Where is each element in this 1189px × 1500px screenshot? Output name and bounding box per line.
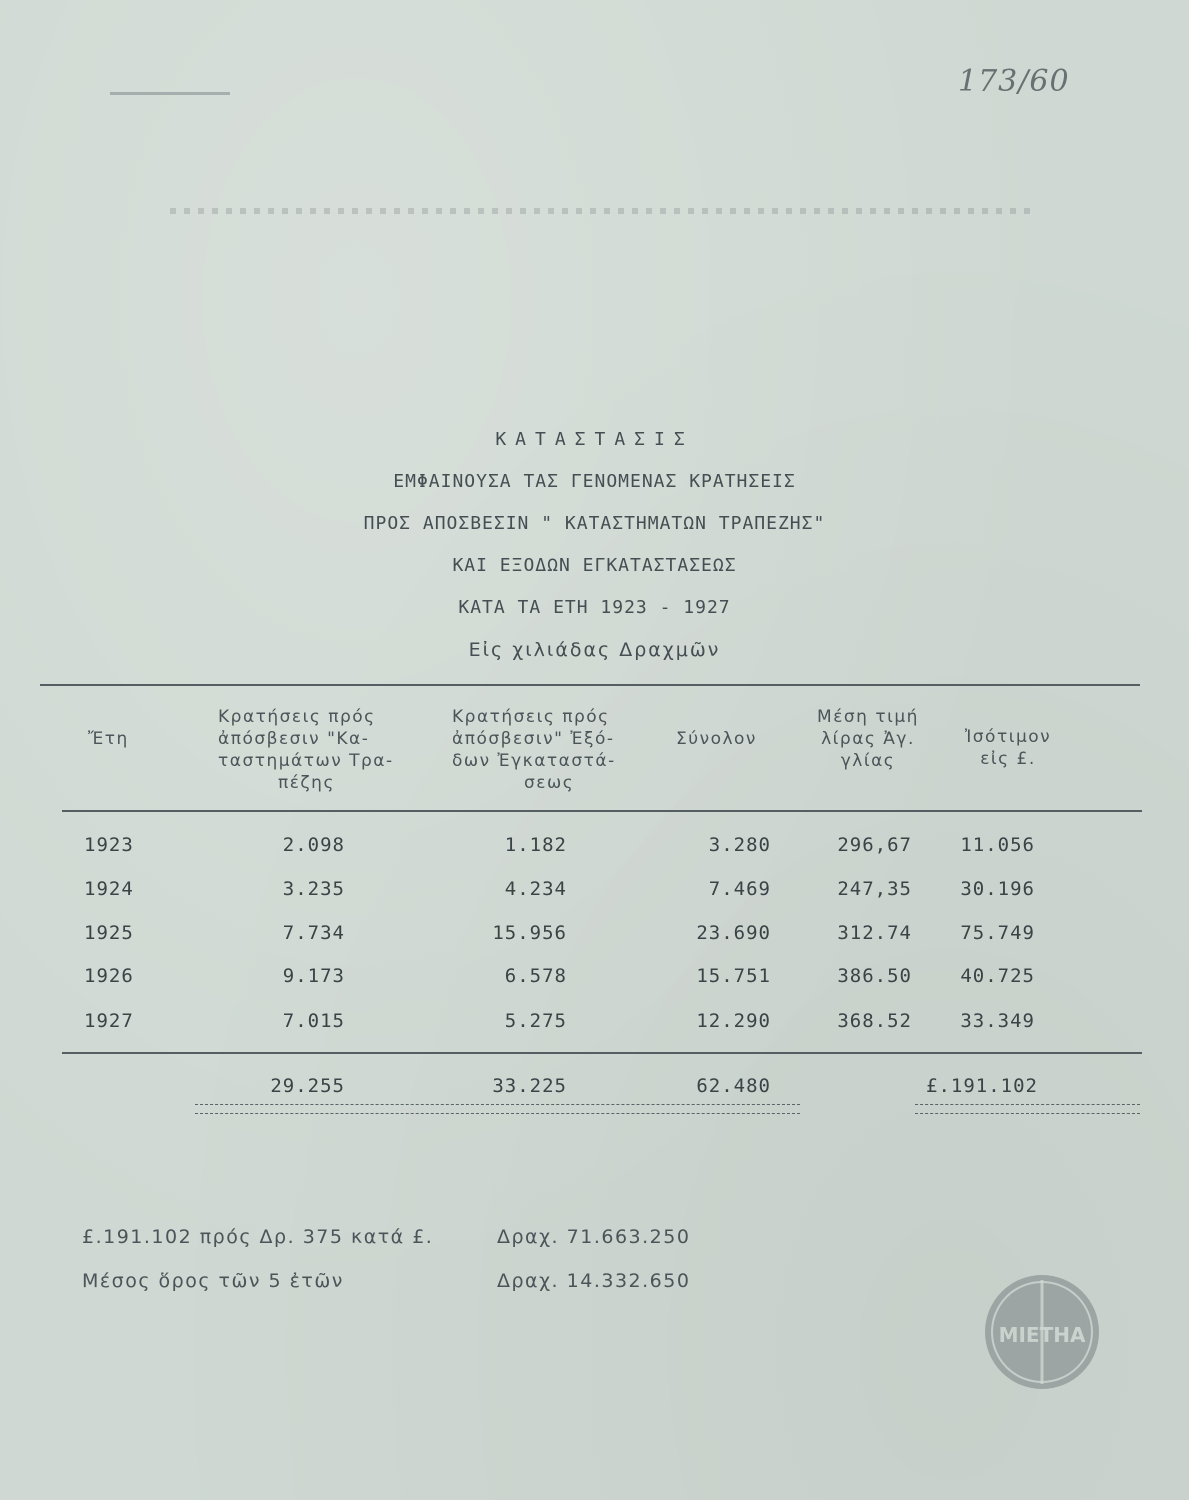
conversion-value: Δραχ. 71.663.250 xyxy=(497,1226,691,1248)
cell-year: 1926 xyxy=(84,965,134,987)
cell-rate: 368.52 xyxy=(837,1010,912,1032)
header-line: δων Ἐγκαταστά- xyxy=(452,751,616,771)
cell-equiv: 75.749 xyxy=(960,922,1035,944)
cell-install: 1.182 xyxy=(504,834,567,856)
cell-shops: 7.734 xyxy=(282,922,345,944)
header-year: Ἔτη xyxy=(88,729,129,749)
header-line: ἀπόσβεσιν" Ἐξό- xyxy=(452,729,615,749)
cell-shops: 2.098 xyxy=(282,834,345,856)
average-value: Δραχ. 14.332.650 xyxy=(497,1270,691,1292)
archive-number: 173/60 xyxy=(958,64,1070,99)
cell-equiv: 30.196 xyxy=(960,878,1035,900)
cell-rate: 386.50 xyxy=(837,965,912,987)
header-line: Ἰσότιμον xyxy=(964,727,1052,747)
cell-install: 4.234 xyxy=(504,878,567,900)
header-line: ἀπόσβεσιν "Κα- xyxy=(218,729,370,749)
cell-year: 1925 xyxy=(84,922,134,944)
header-line: γλίας xyxy=(840,751,896,771)
ink-smudge xyxy=(170,208,1030,214)
totals-rule xyxy=(62,1052,1142,1054)
header-line: Κρατήσεις πρός xyxy=(218,707,376,727)
header-line: λίρας Ἀγ. xyxy=(821,729,915,749)
cell-total: 12.290 xyxy=(696,1010,771,1032)
cell-rate: 296,67 xyxy=(837,834,912,856)
cell-year: 1927 xyxy=(84,1010,134,1032)
total-install: 33.225 xyxy=(492,1075,567,1097)
cell-shops: 9.173 xyxy=(282,965,345,987)
header-install xyxy=(452,706,672,794)
double-underline xyxy=(915,1104,1140,1114)
title-line: ΚΑΙ ΕΞΟΔΩΝ ΕΓΚΑΤΑΣΤΑΣΕΩΣ xyxy=(452,555,737,576)
cell-total: 3.280 xyxy=(708,834,771,856)
total-equiv: £.191.102 xyxy=(926,1075,1038,1097)
header-equiv xyxy=(948,726,1068,770)
units-note: Εἰς χιλιάδας Δραχμῶν xyxy=(468,639,721,661)
cell-year: 1923 xyxy=(84,834,134,856)
header-line: σεως xyxy=(524,773,575,793)
title-line: ΕΜΦΑΙΝΟΥΣΑ ΤΑΣ ΓΕΝΟΜΕΝΑΣ ΚΡΑΤΗΣΕΙΣ xyxy=(393,471,796,492)
cell-equiv: 33.349 xyxy=(960,1010,1035,1032)
cell-shops: 3.235 xyxy=(282,878,345,900)
cell-install: 15.956 xyxy=(492,922,567,944)
cell-equiv: 11.056 xyxy=(960,834,1035,856)
header-line: πέζης xyxy=(278,773,335,793)
header-line: Μέση τιμή xyxy=(817,707,919,727)
header-shops xyxy=(218,706,428,794)
conversion-label: £.191.102 πρός Δρ. 375 κατά £. xyxy=(82,1226,434,1248)
double-underline xyxy=(195,1104,800,1114)
archive-stamp-icon xyxy=(982,1272,1102,1392)
cell-total: 15.751 xyxy=(696,965,771,987)
cell-year: 1924 xyxy=(84,878,134,900)
cell-total: 7.469 xyxy=(708,878,771,900)
cell-equiv: 40.725 xyxy=(960,965,1035,987)
header-bottom-rule xyxy=(62,810,1142,812)
ink-smudge xyxy=(110,92,230,95)
header-line: ταστημάτων Τρα- xyxy=(218,751,394,771)
cell-rate: 247,35 xyxy=(837,878,912,900)
cell-total: 23.690 xyxy=(696,922,771,944)
title-line: ΠΡΟΣ ΑΠΟΣΒΕΣΙΝ " ΚΑΤΑΣΤΗΜΑΤΩΝ ΤΡΑΠΕΖΗΣ" xyxy=(363,513,826,534)
title-heading: ΚΑΤΑΣΤΑΣΙΣ xyxy=(495,429,694,450)
title-line: ΚΑΤΑ ΤΑ ΕΤΗ 1923 - 1927 xyxy=(458,597,731,618)
header-total: Σύνολον xyxy=(676,729,757,749)
total-shops: 29.255 xyxy=(270,1075,345,1097)
cell-rate: 312.74 xyxy=(837,922,912,944)
average-label: Μέσος ὅρος τῶν 5 ἐτῶν xyxy=(82,1270,344,1292)
header-rate xyxy=(798,706,938,772)
cell-install: 6.578 xyxy=(504,965,567,987)
total-sum: 62.480 xyxy=(696,1075,771,1097)
svg-text:ΜΙΕΤΗΑ: ΜΙΕΤΗΑ xyxy=(998,1323,1086,1347)
title-block xyxy=(0,426,1189,678)
header-line: Κρατήσεις πρός xyxy=(452,707,610,727)
cell-install: 5.275 xyxy=(504,1010,567,1032)
header-line: εἰς £. xyxy=(980,749,1036,769)
table-top-rule xyxy=(40,684,1140,686)
cell-shops: 7.015 xyxy=(282,1010,345,1032)
